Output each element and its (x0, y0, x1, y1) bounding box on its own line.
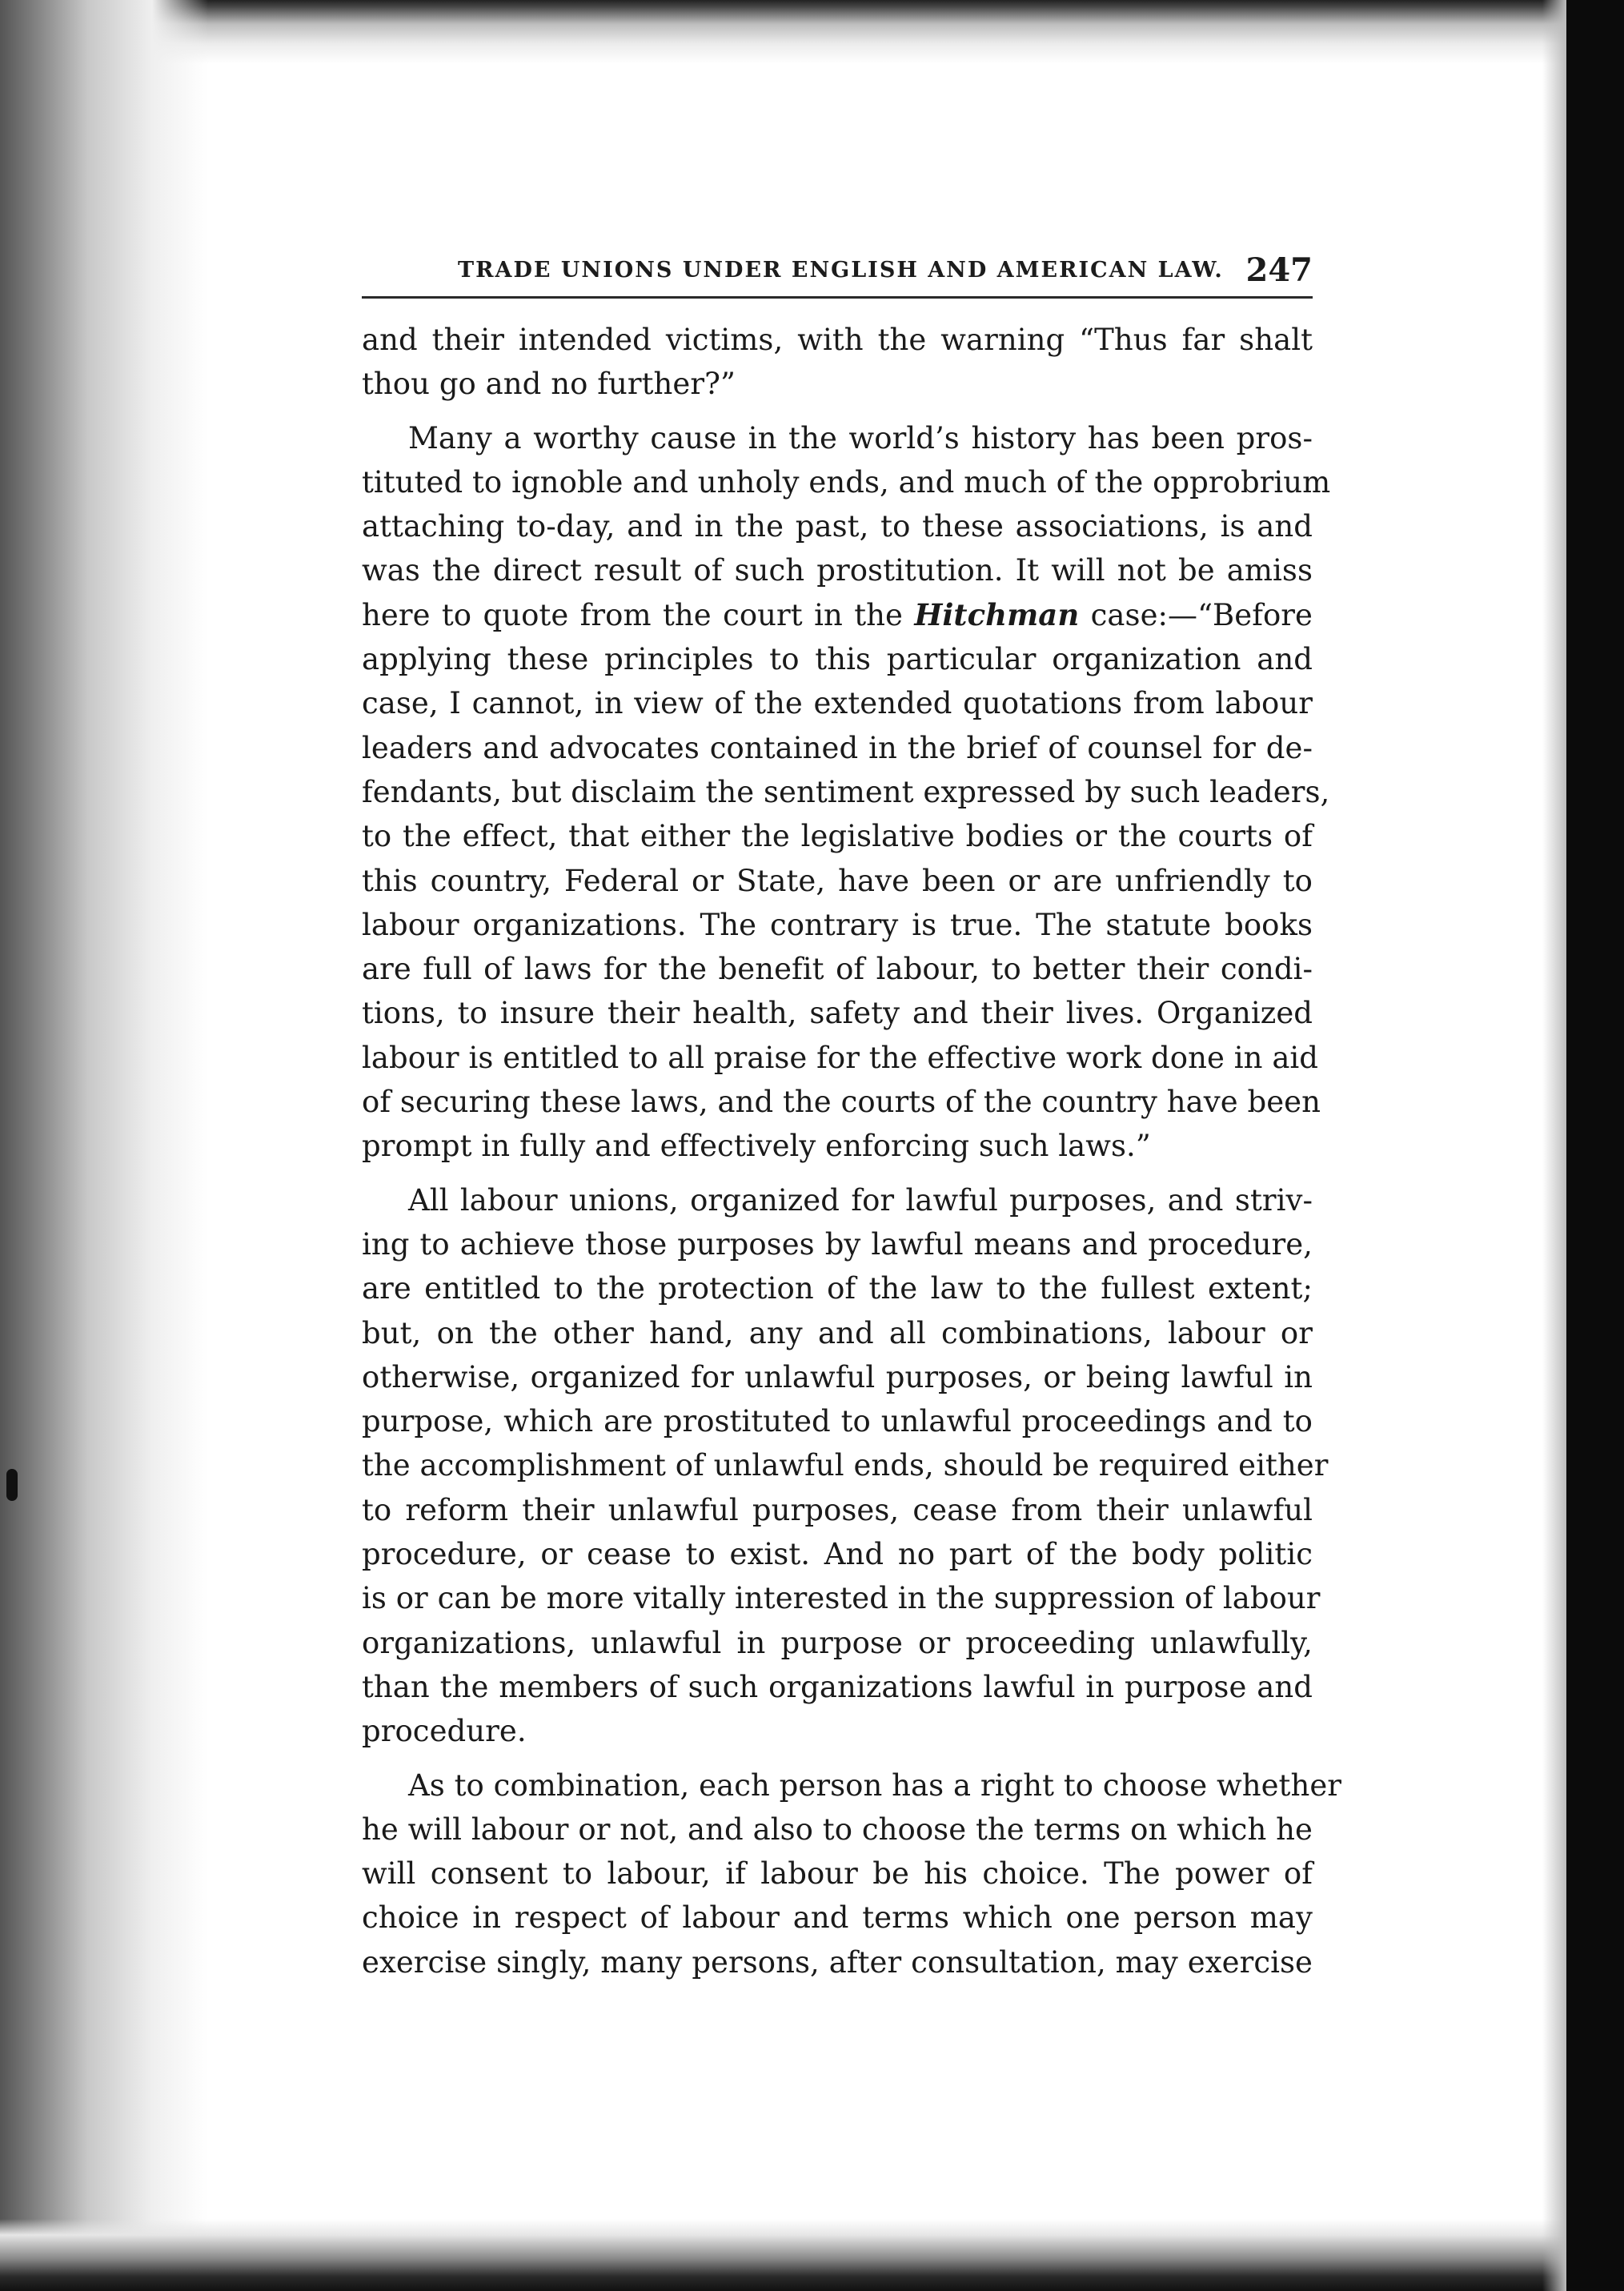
text-line: will consent to labour, if labour be his choice. The power of (362, 1856, 1313, 1892)
text-line: attaching to-day, and in the past, to these associations, is and (362, 509, 1313, 544)
text-line: purpose, which are prostituted to unlawful proceedings and to (362, 1404, 1313, 1439)
text-line: was the direct result of such prostitution. It will not be amiss (362, 553, 1313, 588)
text-line: thou go and no further?” (362, 367, 736, 402)
text-line: are entitled to the protection of the law to the fullest extent; (362, 1271, 1313, 1306)
text-line: As to combination, each person has a right to choose whether (408, 1767, 1342, 1803)
text-line: fendants, but disclaim the sentiment expressed by such leaders, (362, 774, 1330, 809)
body-text (362, 318, 1342, 1984)
text-line: procedure. (362, 1714, 527, 1749)
text-line: applying these principles to this particular organization and (362, 642, 1313, 677)
text-line: prompt in fully and effectively enforcing such laws.” (362, 1129, 1151, 1164)
paragraph (362, 318, 1313, 407)
text-line: labour organizations. The contrary is true. The statute books (362, 907, 1313, 942)
scan-edge-top (0, 0, 1624, 64)
text-line: but, on the other hand, any and all combinations, labour or (362, 1315, 1313, 1350)
scan-edge-left (0, 0, 208, 2291)
text-line: this country, Federal or State, have been or are unfriendly to (362, 863, 1313, 898)
text-line: tituted to ignoble and unholy ends, and much of the opprobrium (362, 464, 1331, 500)
scan-artifact (6, 1469, 18, 1501)
text-line: is or can be more vitally interested in the suppression of labour (362, 1581, 1321, 1616)
text-line: he will labour or not, and also to choose the terms on which he (362, 1812, 1313, 1847)
running-head (362, 248, 1313, 299)
text-line: organizations, unlawful in purpose or proceeding unlawfully, (362, 1625, 1313, 1660)
running-title: TRADE UNIONS UNDER ENGLISH AND AMERICAN LAW. (458, 258, 1224, 283)
text-fragment: case:—“Before (1079, 597, 1313, 632)
scan-edge-bottom (0, 2219, 1624, 2291)
paragraph (362, 1178, 1329, 1754)
text-line: procedure, or cease to exist. And no part of the body politic (362, 1537, 1313, 1572)
text-line: Many a worthy cause in the world’s history has been pros- (408, 420, 1313, 455)
text-line-with-case (362, 593, 1313, 637)
text-line: to reform their unlawful purposes, cease from their unlawful (362, 1492, 1313, 1527)
scan-edge-right (1566, 0, 1624, 2291)
text-line: to the effect, that either the legislative bodies or the courts of (362, 819, 1313, 854)
text-line: choice in respect of labour and terms which one person may (362, 1900, 1313, 1936)
scan-edge-right-fade (1542, 0, 1566, 2291)
text-line: than the members of such organizations lawful in purpose and (362, 1669, 1313, 1704)
text-line: and their intended victims, with the warning “Thus far shalt (362, 323, 1313, 357)
text-line: labour is entitled to all praise for the effective work done in aid (362, 1040, 1319, 1075)
text-line: case, I cannot, in view of the extended quotations from labour (362, 686, 1313, 721)
text-line: otherwise, organized for unlawful purposes, or being lawful in (362, 1359, 1313, 1394)
text-line: tions, to insure their health, safety and their lives. Organized (362, 996, 1313, 1031)
text-line: of securing these laws, and the courts of the country have been (362, 1085, 1321, 1120)
text-line: leaders and advocates contained in the brief of counsel for de- (362, 730, 1313, 765)
text-line: ing to achieve those purposes by lawful means and procedure, (362, 1226, 1313, 1262)
book-page (362, 248, 1342, 1984)
text-line: the accomplishment of unlawful ends, should be required either (362, 1448, 1329, 1483)
case-name: Hitchman (914, 596, 1080, 632)
text-line: exercise singly, many persons, after consultation, may exercise (362, 1944, 1313, 1980)
text-line: All labour unions, organized for lawful purposes, and striv- (408, 1182, 1313, 1218)
paragraph (362, 1763, 1342, 1984)
text-line: are full of laws for the benefit of labour, to better their condi- (362, 952, 1313, 987)
text-fragment: here to quote from the court in the (362, 597, 915, 632)
paragraph (362, 416, 1331, 1169)
page-number: 247 (1245, 251, 1313, 289)
